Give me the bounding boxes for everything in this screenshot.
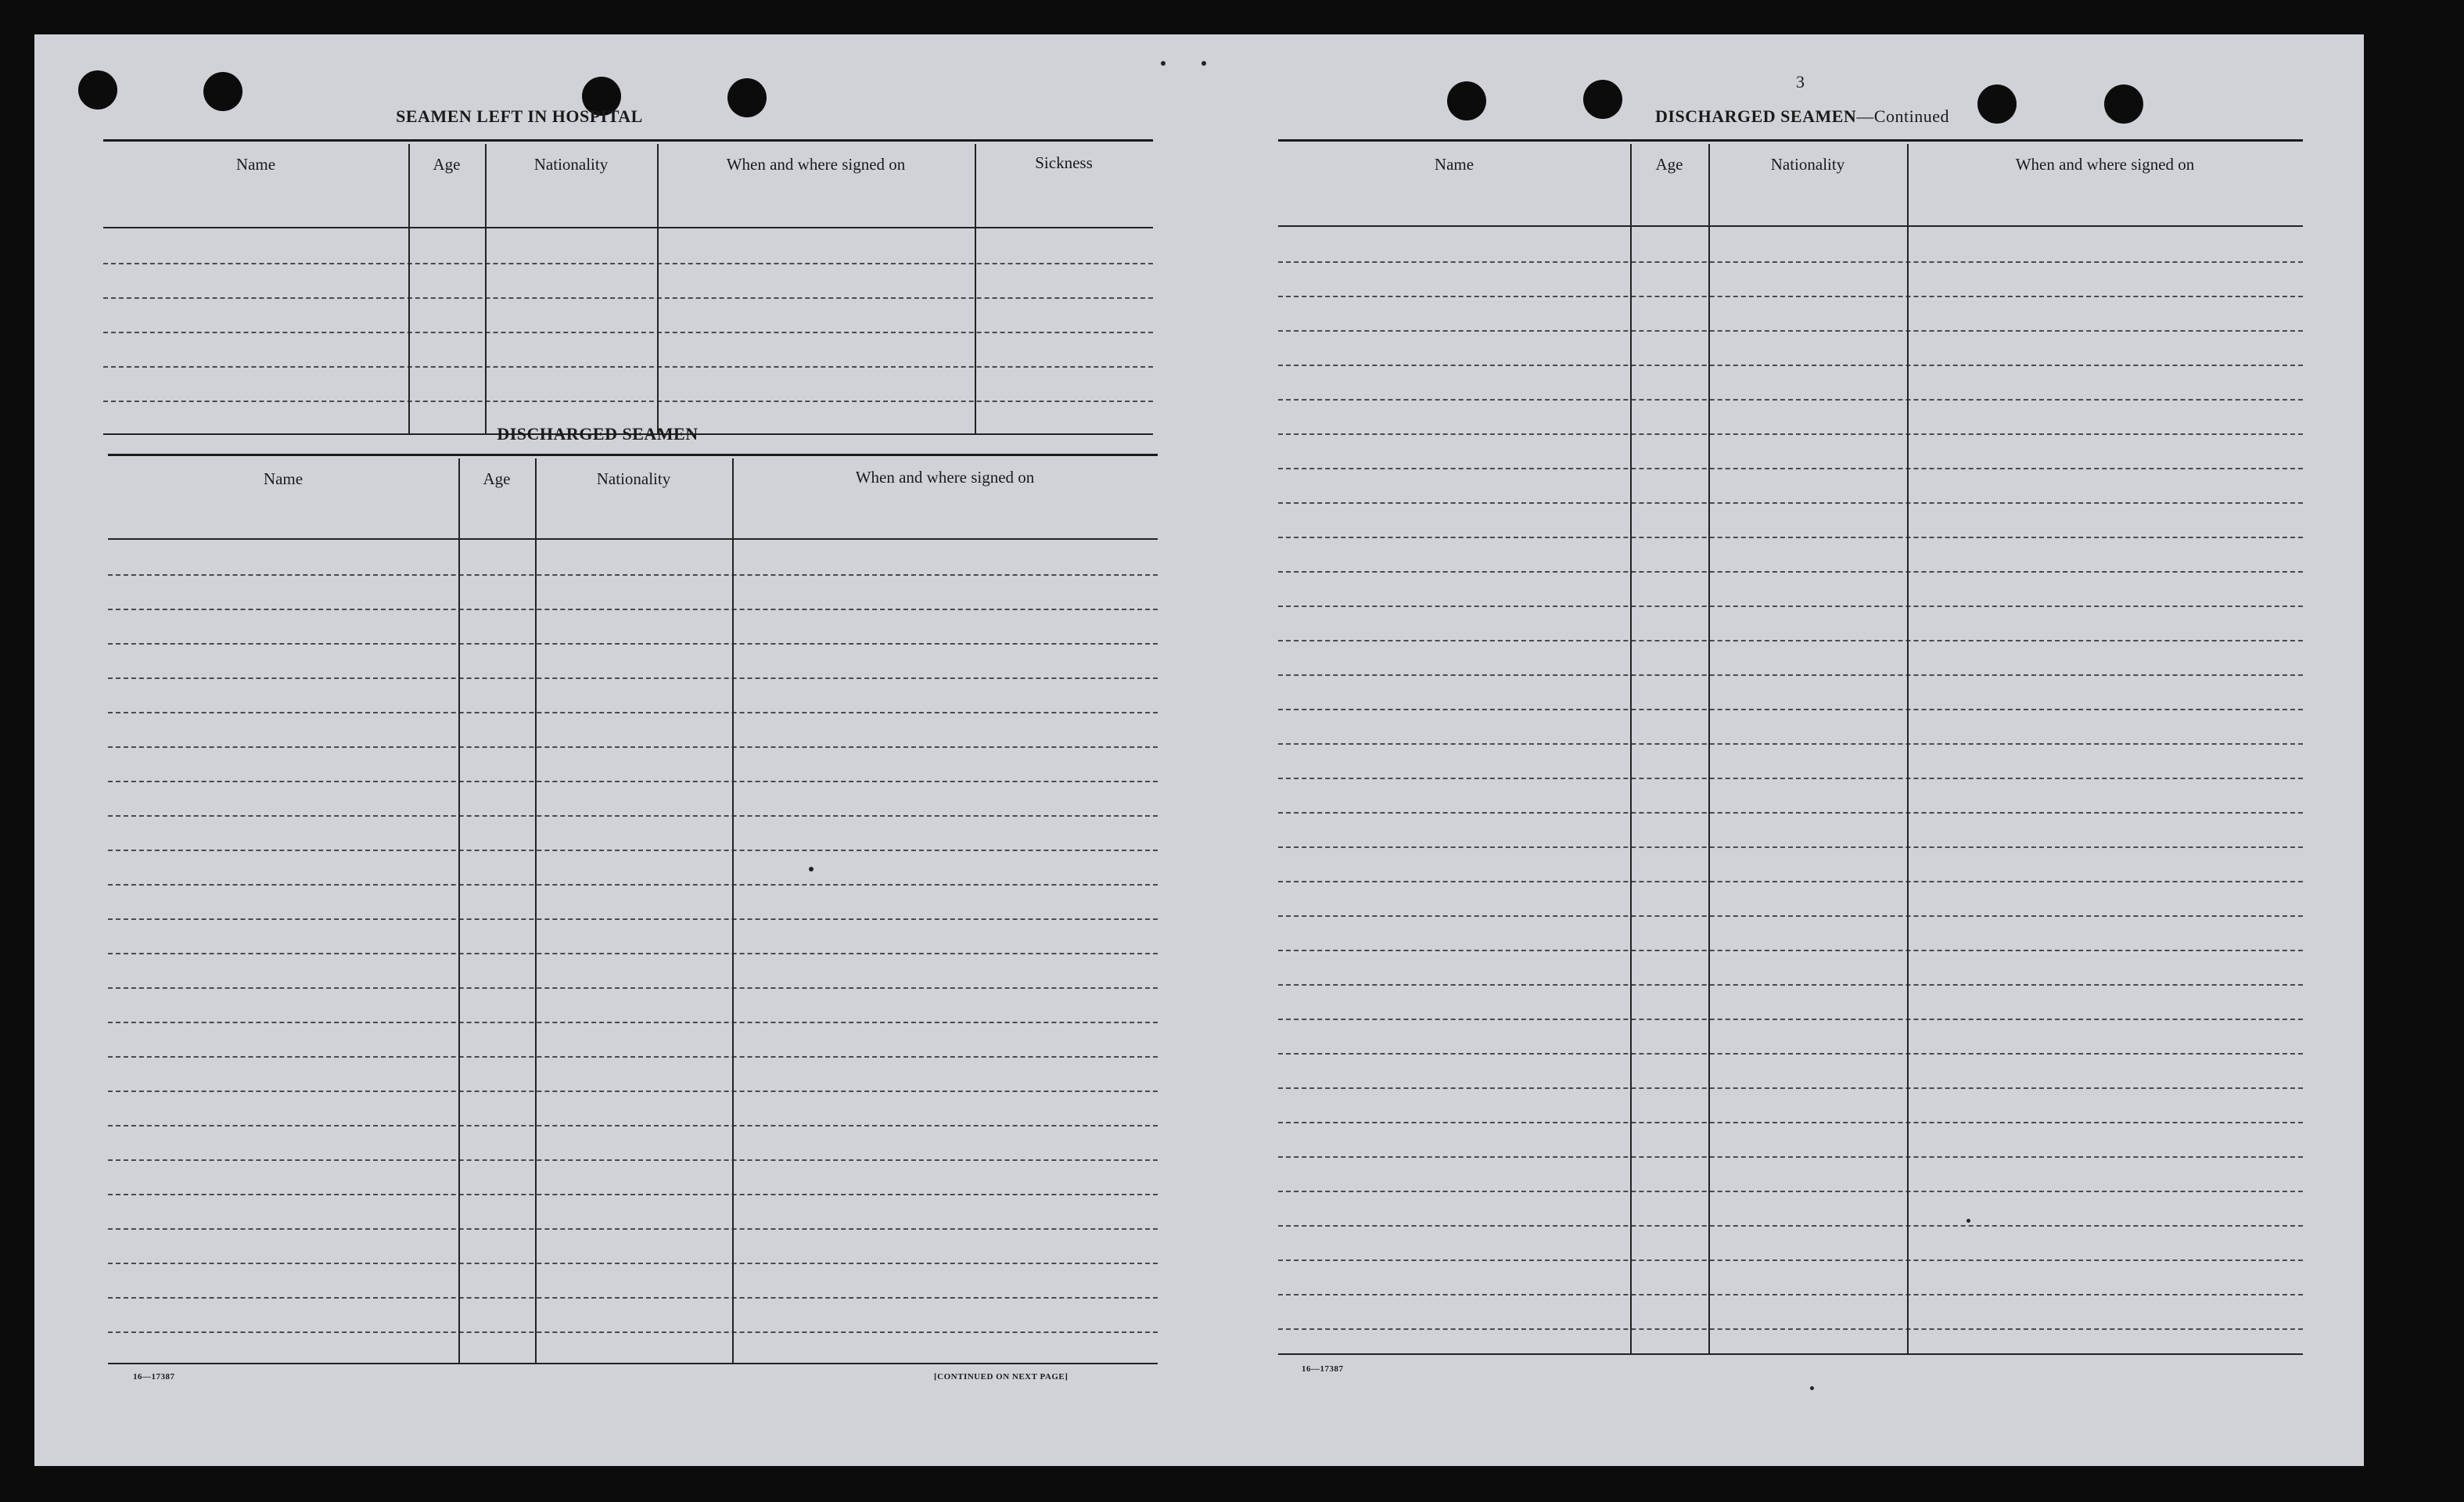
hospital-section-title: SEAMEN LEFT IN HOSPITAL [396,106,643,126]
entry-row-line [108,781,1158,782]
punch-hole [727,78,767,117]
header-underline [1278,225,2303,227]
column-header-sickness: Sickness [1035,153,1093,172]
column-header-nationality: Nationality [533,155,609,174]
column-header-name: Name [263,469,304,488]
entry-row-line [1278,330,2303,332]
column-header-signed-on: When and where signed on [2015,155,2195,174]
entry-row-line [108,1125,1158,1126]
entry-row-line [1278,1053,2303,1055]
entry-row-line [1278,365,2303,366]
table-bottom-rule [1278,1353,2303,1355]
discharged-continued-table [1278,144,2303,1355]
entry-row-line [1278,1087,2303,1089]
entry-row-line [1278,950,2303,951]
entry-row-line [1278,1294,2303,1295]
column-divider [732,458,734,1364]
entry-row-line [108,850,1158,851]
column-divider [1630,144,1632,1355]
entry-row-line [108,1091,1158,1092]
scan-speck [1161,61,1166,66]
entry-row-line [108,1194,1158,1195]
entry-row-line [1278,399,2303,401]
entry-row-line [1278,296,2303,297]
column-header-signed-on: When and where signed on [855,468,1035,487]
entry-row-line [1278,709,2303,710]
entry-row-line [108,643,1158,645]
entry-row-line [103,366,1153,368]
entry-row-line [1278,640,2303,641]
title-suffix: —Continued [1856,106,1949,126]
entry-row-line [108,746,1158,748]
punch-hole [78,70,117,110]
discharged-cont-top-rule [1278,139,2303,142]
column-divider [535,458,537,1364]
entry-row-line [108,815,1158,817]
hospital-top-rule [103,139,1153,142]
entry-row-line [1278,984,2303,986]
header-underline [103,227,1153,228]
entry-row-line [108,987,1158,989]
column-header-nationality: Nationality [596,469,671,488]
discharged-section-title: DISCHARGED SEAMEN [497,424,699,444]
title-main: DISCHARGED SEAMEN [1655,106,1857,126]
entry-row-line [1278,812,2303,814]
entry-row-line [1278,881,2303,882]
column-header-name: Name [1434,155,1474,174]
entry-row-line [108,953,1158,954]
column-header-age: Age [483,469,511,488]
entry-row-line [103,297,1153,299]
entry-row-line [1278,1122,2303,1123]
form-number: 16—17387 [1302,1364,1344,1374]
column-divider [975,144,976,435]
punch-hole [2104,84,2143,124]
entry-row-line [1278,915,2303,917]
entry-row-line [108,1331,1158,1333]
entry-row-line [1278,261,2303,263]
entry-row-line [108,1297,1158,1299]
column-header-nationality: Nationality [1770,155,1845,174]
entry-row-line [1278,1225,2303,1227]
header-underline [108,538,1158,540]
entry-row-line [1278,674,2303,676]
entry-row-line [108,918,1158,920]
entry-row-line [108,1263,1158,1264]
punch-hole [203,72,242,111]
entry-row-line [1278,502,2303,504]
entry-row-line [103,263,1153,264]
column-divider [1907,144,1909,1355]
discharged-top-rule [108,454,1158,456]
entry-row-line [1278,743,2303,745]
entry-row-line [108,1056,1158,1058]
entry-row-line [108,884,1158,886]
entry-row-line [108,1022,1158,1023]
entry-row-line [1278,571,2303,573]
entry-row-line [1278,468,2303,469]
entry-row-line [108,1228,1158,1230]
entry-row-line [1278,605,2303,607]
discharged-continued-title [1583,106,2021,127]
column-divider [1708,144,1710,1355]
entry-row-line [1278,1191,2303,1192]
entry-row-line [1278,778,2303,779]
entry-row-line [1278,1019,2303,1020]
entry-row-line [108,609,1158,610]
column-header-signed-on: When and where signed on [726,155,906,174]
column-divider [485,144,487,435]
entry-row-line [108,677,1158,679]
entry-row-line [1278,537,2303,538]
entry-row-line [108,1159,1158,1161]
continued-note: [CONTINUED ON NEXT PAGE] [934,1372,1069,1382]
scan-speck [1201,61,1206,66]
entry-row-line [1278,433,2303,435]
punch-hole [1447,81,1486,120]
entry-row-line [1278,1156,2303,1158]
hospital-table [103,144,1153,435]
entry-row-line [1278,846,2303,848]
page-number: 3 [1796,72,1805,92]
entry-row-line [1278,1328,2303,1330]
entry-row-line [103,332,1153,333]
column-header-name: Name [235,155,276,174]
scan-speck [1810,1386,1814,1390]
scanned-form-sheet [34,34,2364,1466]
table-bottom-rule [108,1363,1158,1364]
column-header-age: Age [433,155,461,174]
entry-row-line [108,712,1158,713]
entry-row-line [108,574,1158,576]
form-number: 16—17387 [133,1372,175,1382]
entry-row-line [103,401,1153,402]
discharged-table [108,458,1158,1364]
column-header-age: Age [1655,155,1683,174]
column-divider [657,144,659,435]
entry-row-line [1278,1259,2303,1261]
column-divider [408,144,410,435]
column-divider [458,458,460,1364]
